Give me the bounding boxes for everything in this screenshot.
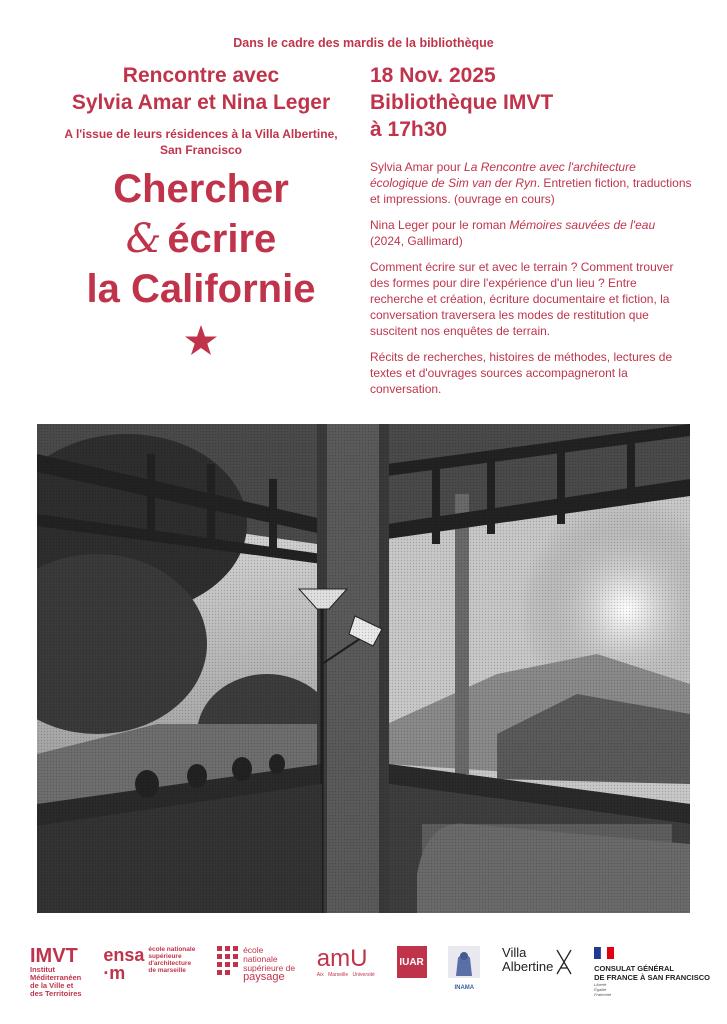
paysage-line-2: nationale [243, 954, 278, 964]
residence-line-2: San Francisco [159, 143, 243, 157]
event-venue: Bibliothèque IMVT [370, 91, 554, 114]
imvt-logo-text [30, 966, 82, 998]
paragraph-question: Comment écrire sur et avec le terrain ? Comment trouver des formes pour dire l'expérience d'un lieu ? Entre recherche et création, écriture documentaire et fiction, la conversation traversera les modes de restitution que suscitent nos enquêtes de terrain. [370, 260, 674, 338]
amu-logo [317, 946, 375, 978]
residence-line-1: A l'issue de leurs résidences à la Villa Albertine, [64, 127, 338, 141]
villa-albertine-text [502, 946, 553, 974]
window-photo [37, 424, 690, 913]
motto-3: Fraternité [594, 992, 612, 997]
residence-note [36, 126, 366, 158]
p1-intro: Sylvia Amar pour [370, 160, 465, 174]
ensa-mark-2: ·m [103, 963, 126, 983]
amu-sub-1: Aix [316, 972, 324, 978]
consulat-motto [594, 982, 710, 997]
consulat-line-2: DE FRANCE À SAN FRANCISCO [594, 973, 710, 982]
amu-logo-mark: amU [316, 945, 368, 972]
iuar-logo [397, 946, 427, 978]
p1-book-title: La Rencontre avec l'architecture écologique de Sim van der Ryn [370, 160, 636, 190]
ensa-marseille-logo [103, 946, 195, 982]
paysage-logo [217, 946, 295, 982]
marianne-flag-icon [594, 947, 614, 959]
inama-logo-text: INAMA [454, 985, 475, 991]
paysage-line-4: paysage [243, 971, 285, 983]
motto-1: Liberté [594, 982, 607, 987]
partner-logos [30, 946, 710, 1006]
imvt-line-3: de la Ville et [30, 981, 74, 990]
paragraph-program: Récits de recherches, histoires de méthodes, lectures de textes et d'ouvrages sources accompagneront la conversation. [370, 350, 673, 396]
event-title [36, 164, 366, 314]
paragraph-nina [370, 217, 692, 249]
star-icon [36, 324, 366, 361]
imvt-line-2: Méditerranéen [30, 973, 82, 982]
consulat-text [594, 964, 710, 982]
p1-rest: . Entretien fiction, traductions et impressions. (ouvrage en cours) [370, 176, 692, 206]
heading-line-1: Rencontre avec [122, 64, 280, 87]
imvt-logo-mark: IMVT [30, 945, 78, 967]
consulat-logo [594, 946, 710, 997]
left-column [36, 62, 366, 361]
event-info [370, 62, 692, 143]
ensa-line-1: école nationale [148, 946, 196, 953]
inama-emblem-icon [448, 946, 480, 978]
amu-sub-3: Université [352, 972, 375, 978]
title-line-1: Chercher [113, 167, 289, 211]
paysage-line-3: supérieure de [243, 963, 296, 973]
motto-2: Égalité [594, 987, 607, 992]
consulat-line-1: CONSULAT GÉNÉRAL [594, 964, 674, 973]
p2-rest: (2024, Gallimard) [370, 234, 463, 248]
amu-logo-text [317, 972, 375, 978]
imvt-line-1: Institut [30, 965, 55, 974]
villa-line-1: Villa [502, 945, 527, 960]
p2-intro: Nina Leger pour le roman [370, 218, 510, 232]
title-ampersand: & [125, 216, 162, 262]
event-series-kicker: Dans le cadre des mardis de la bibliothèque [233, 36, 494, 50]
meeting-heading [36, 62, 366, 116]
iuar-logo-mark: IUAR [397, 946, 427, 978]
imvt-logo [30, 946, 82, 998]
ensa-logo-text [148, 946, 195, 974]
p2-book-title: Mémoires sauvées de l'eau [509, 218, 656, 232]
villa-albertine-logo [502, 946, 572, 976]
right-column [370, 62, 692, 407]
inama-logo [448, 946, 480, 991]
heading-line-2: Sylvia Amar et Nina Leger [71, 91, 331, 114]
villa-line-2: Albertine [502, 959, 554, 974]
villa-albertine-mark-icon [556, 946, 572, 976]
paysage-line-1: école [243, 945, 264, 955]
ensa-logo-mark [103, 946, 144, 982]
paragraph-sylvia [370, 159, 692, 207]
paysage-grid-icon [217, 946, 239, 976]
ensa-line-3: d'architecture [148, 960, 192, 967]
ensa-mark-1: ensa [103, 945, 145, 965]
event-date: 18 Nov. 2025 [370, 64, 496, 87]
amu-sub-2: Marseille [328, 972, 349, 978]
ensa-line-4: de marseille [148, 967, 186, 974]
title-line-3: la Californie [86, 267, 316, 311]
paysage-logo-text [243, 946, 295, 982]
imvt-line-4: des Territoires [30, 989, 82, 998]
ensa-line-2: supérieure [148, 953, 182, 960]
title-line-2: écrire [167, 217, 277, 261]
event-time: à 17h30 [370, 118, 448, 141]
